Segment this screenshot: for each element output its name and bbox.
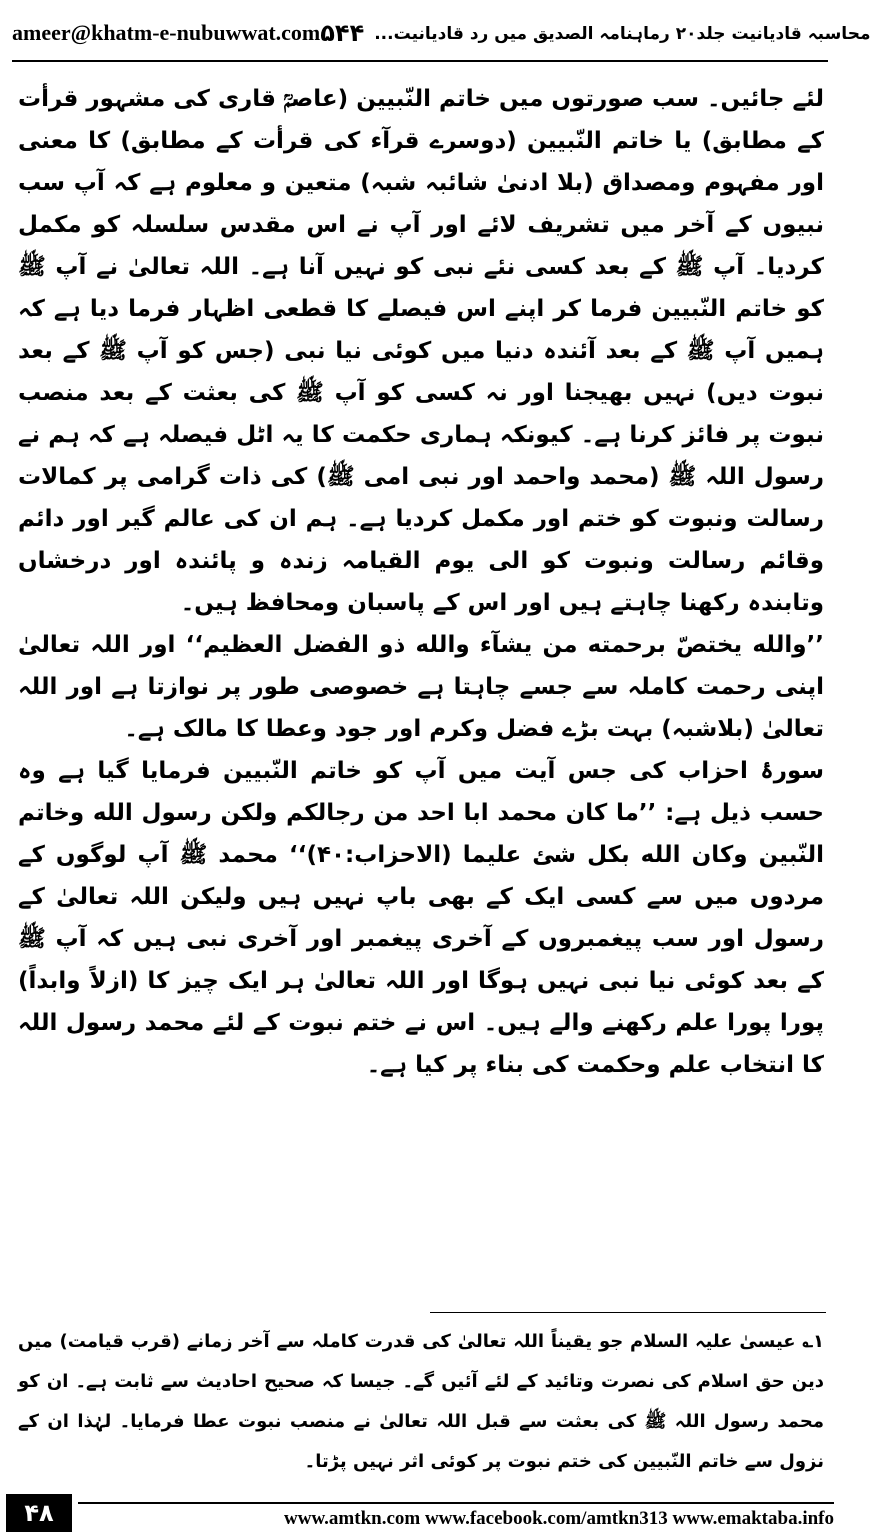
footer-links[interactable]: www.amtkn.com www.facebook.com/amtkn313 www.emaktaba.info (78, 1502, 834, 1534)
page-footer (6, 1484, 834, 1536)
header-title-group (320, 19, 870, 47)
main-text (18, 78, 824, 1086)
header-page-number: ۵۴۴ (320, 19, 365, 47)
footnote (18, 1322, 824, 1482)
header-email[interactable]: ameer@khatm-e-nubuwwat.com (12, 20, 321, 45)
paragraph-1: لئے جائیں۔ سب صورتوں میں خاتم النّبیین (عاصمؒ قاری کی مشہور قرأت کے مطابق) یا خاتم النّبیین (دوسرے قرآء کی قرأت کے مطابق) کا معنی اور مفہوم ومصداق (بلا ادنیٰ شائبہ شبہ) متعین و معلوم ہے کہ آپ سب نبیوں کے آخر میں تشریف لائے اور آپ نے اس مقدس سلسلہ کو مکمل کردیا۔ آپ ﷺ کے بعد کسی نئے نبی کو نہیں آنا ہے۔ اللہ تعالیٰ نے آپ ﷺ کو خاتم النّبیین فرما کر اپنے اس فیصلے کا قطعی اظہار فرما دیا ہے کہ ہمیں آپ ﷺ کے بعد آئندہ دنیا میں کوئی نیا نبی (جس کو آپ ﷺ کے بعد نبوت دیں) نہیں بھیجنا اور نہ کسی کو آپ ﷺ کی بعثت کے بعد منصب نبوت پر فائز کرنا ہے۔ کیونکہ ہماری حکمت کا یہ اٹل فیصلہ ہے کہ ہم نے رسول اللہ ﷺ (محمد واحمد اور نبی امی ﷺ) کی ذات گرامی پر کمالات رسالت ونبوت کو ختم اور مکمل کردیا ہے۔ ہم ان کی عالم گیر اور دائم وقائم رسالت ونبوت کو الی یوم القیامہ زندہ و پائندہ اور درخشاں وتابندہ رکھنا چاہتے ہیں اور اس کے پاسبان ومحافظ ہیں۔ (18, 86, 824, 616)
header-title: محاسبہ قادیانیت جلد۲۰ رماہنامہ الصدیق میں رد قادیانیت... (374, 23, 870, 44)
footer-page-number: ۴۸ (6, 1494, 72, 1532)
footnote-text: ۱؎ عیسیٰ علیہ السلام جو یقیناً اللہ تعالیٰ کی قدرت کاملہ سے آخر زمانے (قرب قیامت) میں دین حق اسلام کی نصرت وتائید کے لئے آئیں گے۔ جیسا کہ صحیح احادیث سے ثابت ہے۔ ان کو محمد رسول اللہ ﷺ کی بعثت سے قبل اللہ تعالیٰ نے منصب نبوت عطا فرمایا۔ لہٰذا ان کے نزول سے خاتم النّبیین کی ختم نبوت پر کوئی اثر نہیں پڑتا۔ (18, 1331, 824, 1472)
page-header (12, 8, 870, 58)
paragraph-2: ’’والله يختصّ برحمته من يشآء والله ذو الفضل العظيم‘‘ اور اللہ تعالیٰ اپنی رحمت کاملہ سے جسے چاہتا ہے خصوصی طور پر نوازتا ہے اور اللہ تعالیٰ (بلاشبہ) بہت بڑے فضل وکرم اور جود وعطا کا مالک ہے۔ (18, 632, 824, 742)
footnote-divider (430, 1312, 826, 1313)
paragraph-3: سورۂ احزاب کی جس آیت میں آپ کو خاتم النّبیین فرمایا گیا ہے وہ حسب ذیل ہے: ’’ما كان محمد ابا احد من رجالكم ولكن رسول الله وخاتم النّبين وكان الله بكل شئ عليما (الاحزاب:۴۰)‘‘ محمد ﷺ آپ لوگوں کے مردوں میں سے کسی ایک کے بھی باپ نہیں ہیں ولیکن اللہ تعالیٰ کے رسول اور سب پیغمبروں کے آخری پیغمبر اور آخری نبی ہیں کہ آپ ﷺ کے بعد کوئی نیا نبی نہیں ہوگا اور اللہ تعالیٰ ہر ایک چیز کا (ازلاً وابداً) پورا پورا علم رکھنے والے ہیں۔ اس نے ختم نبوت کے لئے محمد رسول اللہ کا انتخاب علم وحکمت کی بناء پر کیا ہے۔ (18, 758, 824, 1078)
header-divider (12, 60, 828, 62)
